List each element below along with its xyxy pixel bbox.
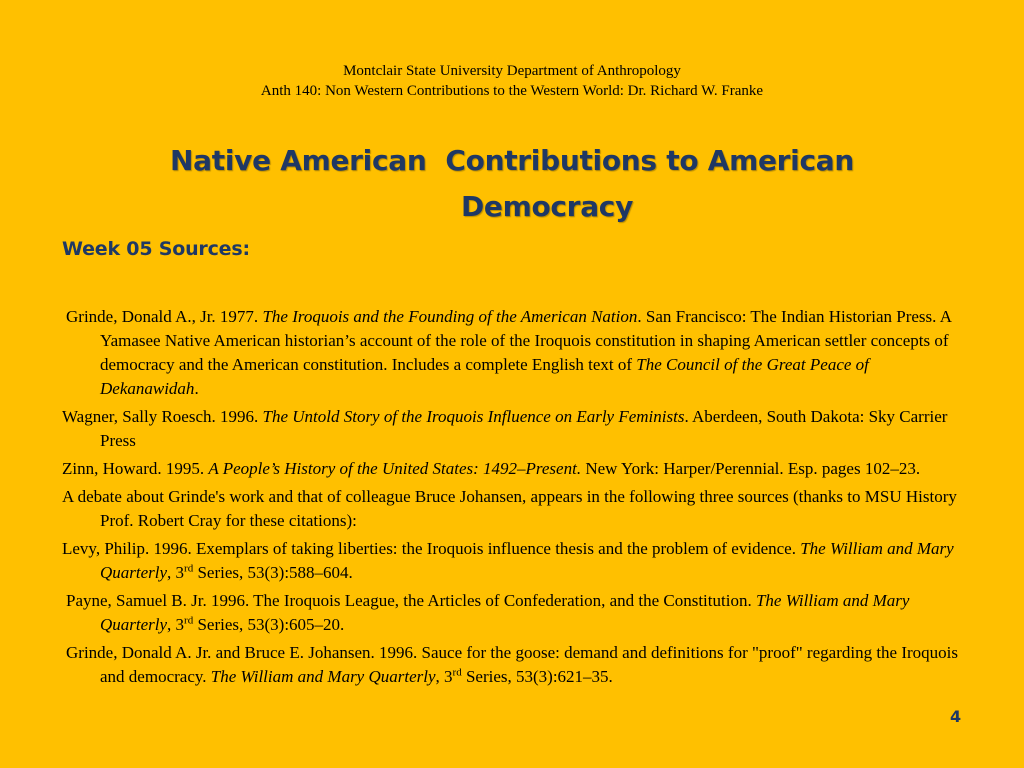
slide-header (0, 61, 1024, 101)
reference-text: A debate about Grinde's work and that of colleague Bruce Johansen, appears in the following three sources (thanks to MSU History Prof. Robert Cray for these citations): (62, 487, 957, 530)
reference-text: Series, 53(3):605–20. (193, 615, 345, 634)
page-number: 4 (950, 707, 962, 726)
reference-item (62, 485, 962, 533)
reference-text: Zinn, Howard. 1995. (62, 459, 209, 478)
reference-item (62, 405, 962, 453)
reference-text: , 3 (167, 563, 185, 582)
reference-text: . (194, 379, 199, 398)
reference-item (66, 641, 962, 689)
header-line-1: Montclair State University Department of Anthropology (343, 63, 681, 79)
reference-text: Levy, Philip. 1996. Exemplars of taking liberties: the Iroquois influence thesis and the problem of evidence. (62, 539, 801, 558)
reference-title: The William and Mary Quarterly (210, 667, 436, 686)
title-line-1: Native American Contributions to American (170, 144, 854, 177)
reference-item (62, 537, 962, 585)
header-line-2: Anth 140: Non Western Contributions to the Western World: Dr. Richard W. Franke (260, 83, 764, 99)
reference-text: , 3 (167, 615, 185, 634)
reference-title: The Iroquois and the Founding of the American Nation (262, 307, 638, 326)
slide-title (0, 138, 1024, 230)
section-heading: Week 05 Sources: (62, 238, 250, 260)
superscript: rd (452, 666, 462, 679)
reference-text: Series, 53(3):621–35. (461, 667, 613, 686)
reference-text: Wagner, Sally Roesch. 1996. (62, 407, 263, 426)
reference-item (62, 457, 962, 481)
reference-text: Grinde, Donald A., Jr. 1977. (66, 307, 263, 326)
superscript: rd (184, 562, 194, 575)
reference-text: , 3 (435, 667, 453, 686)
superscript: rd (184, 614, 194, 627)
title-line-2: Democracy (460, 190, 634, 223)
reference-text: Payne, Samuel B. Jr. 1996. The Iroquois League, the Articles of Confederation, and the Constitution. (66, 591, 756, 610)
reference-text: Grinde, Donald A. Jr. and Bruce E. Johansen. 1996. Sauce for the goose: demand and definitions for "proof" regarding the Iroquois and democracy. (66, 643, 959, 686)
reference-text: . Aberdeen, South Dakota: Sky Carrier Press (100, 407, 948, 450)
reference-list (62, 305, 962, 693)
reference-item (66, 589, 962, 637)
reference-title: The William and Mary Quarterly (100, 591, 910, 634)
reference-text: Series, 53(3):588–604. (193, 563, 353, 582)
reference-title: A People’s History of the United States: 1492–Present. (208, 459, 582, 478)
reference-title: The Council of the Great Peace of Dekanawidah (100, 355, 869, 398)
reference-text: New York: Harper/Perennial. Esp. pages 102–23. (581, 459, 921, 478)
reference-title: The Untold Story of the Iroquois Influence on Early Feminists (262, 407, 685, 426)
reference-text: . San Francisco: The Indian Historian Press. A Yamasee Native American historian’s account of the role of the Iroquois constitution in shaping American settler concepts of democracy and the American constitution. Includes a complete English text of (100, 307, 952, 374)
reference-title: The William and Mary Quarterly (100, 539, 954, 582)
reference-item (66, 305, 962, 401)
